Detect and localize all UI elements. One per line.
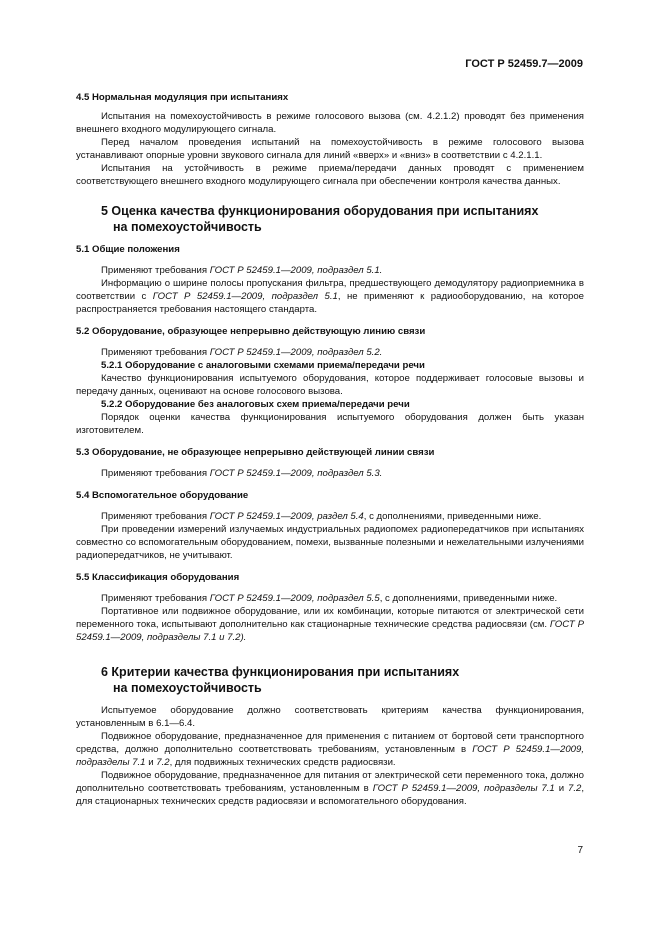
doc-header: ГОСТ Р 52459.7—2009 bbox=[465, 58, 583, 70]
paragraph: Испытания на устойчивость в режиме приема/передачи данных проводят с применением соответствующего внешнего входного модулирующего сигнала при обеспечении контроля качества данных. bbox=[76, 163, 584, 187]
section-5-title bbox=[76, 203, 584, 235]
page-number: 7 bbox=[577, 845, 583, 856]
paragraph: Испытания на помехоустойчивость в режиме голосового вызова (см. 4.2.1.2) проводят без применения внешнего входного модулирующего сигнала. bbox=[76, 111, 584, 135]
paragraph: Перед началом проведения испытаний на помехоустойчивость в режиме голосового вызова устанавливают опорные уровни звукового сигнала для линий «вверх» и «вниз» в соответствии с 4.2.1.1. bbox=[76, 137, 584, 161]
paragraph: Испытуемое оборудование должно соответствовать критериям качества функционирования, установленным в 6.1—6.4. bbox=[76, 705, 584, 729]
section-5-5-title: 5.5 Классификация оборудования bbox=[76, 572, 240, 583]
section-5-2-1-title: 5.2.1 Оборудование с аналоговыми схемами приема/передачи речи bbox=[101, 360, 425, 371]
paragraph: Портативное или подвижное оборудование, или их комбинации, которые питаются от электрической сети переменного тока, испытывают дополнительно как стационарные технические средства радиосвязи (см. ГОСТ Р 52459.1—2009, подразделы 7.1 и 7.2). bbox=[76, 606, 584, 643]
section-5-4-title: 5.4 Вспомогательное оборудование bbox=[76, 490, 249, 501]
paragraph: Информацию о ширине полосы пропускания фильтра, предшествующего демодулятору радиоприемника в соответствии с ГОСТ Р 52459.1—2009, подраздел 5.1, не применяют к радиооборудованию, на которое распространяется требования настоящего стандарта. bbox=[76, 278, 584, 315]
paragraph: Применяют требования ГОСТ Р 52459.1—2009, подраздел 5.1. bbox=[101, 265, 383, 276]
section-6-title-line2: на помехоустойчивость bbox=[113, 681, 262, 695]
paragraph: Порядок оценки качества функционирования испытуемого оборудования должен быть указан изготовителем. bbox=[76, 412, 584, 436]
paragraph: Применяют требования ГОСТ Р 52459.1—2009, раздел 5.4, с дополнениями, приведенными ниже. bbox=[101, 511, 542, 522]
section-5-1-title: 5.1 Общие положения bbox=[76, 244, 180, 255]
paragraph: Применяют требования ГОСТ Р 52459.1—2009, подраздел 5.3. bbox=[101, 468, 383, 479]
paragraph: Применяют требования ГОСТ Р 52459.1—2009, подраздел 5.5, с дополнениями, приведенными ниже. bbox=[101, 593, 558, 604]
paragraph: Применяют требования ГОСТ Р 52459.1—2009, подраздел 5.2. bbox=[101, 347, 383, 358]
section-6-title-line1: 6 Критерии качества функционирования при испытаниях bbox=[101, 665, 460, 679]
section-5-2-title: 5.2 Оборудование, образующее непрерывно действующую линию связи bbox=[76, 326, 426, 337]
section-5-2-2-title: 5.2.2 Оборудование без аналоговых схем приема/передачи речи bbox=[101, 399, 410, 410]
paragraph: Качество функционирования испытуемого оборудования, которое поддерживает голосовые вызовы и передачу данных, оценивают на основе голосового вызова. bbox=[76, 373, 584, 397]
paragraph: Подвижное оборудование, предназначенное для питания от электрической сети переменного тока, должно дополнительно соответствовать требованиям, установленным в ГОСТ Р 52459.1—2009, подразделы 7.1 и 7.2, для стационарных технических средств радиосвязи и вспомогательного оборудования. bbox=[76, 770, 585, 807]
doc-content bbox=[76, 91, 584, 808]
section-5-3-title: 5.3 Оборудование, не образующее непрерывно действующей линии связи bbox=[76, 447, 435, 458]
section-6-title bbox=[76, 664, 584, 696]
paragraph: При проведении измерений излучаемых индустриальных радиопомех радиопередатчиков при испытаниях совместно со вспомогательным оборудованием, помехи, вызванные полезными и нежелательными излучениями радиопередатчиков, не учитывают. bbox=[76, 524, 584, 561]
paragraph: Подвижное оборудование, предназначенное для применения с питанием от бортовой сети транспортного средства, должно дополнительно соответствовать требованиям, установленным в ГОСТ Р 52459.1—2009, подразделы 7.1 и 7.2, для подвижных технических средств радиосвязи. bbox=[76, 731, 585, 768]
section-4-5-title: 4.5 Нормальная модуляция при испытаниях bbox=[76, 92, 289, 103]
section-5-title-line2: на помехоустойчивость bbox=[113, 220, 262, 234]
section-5-title-line1: 5 Оценка качества функционирования оборудования при испытаниях bbox=[101, 204, 539, 218]
